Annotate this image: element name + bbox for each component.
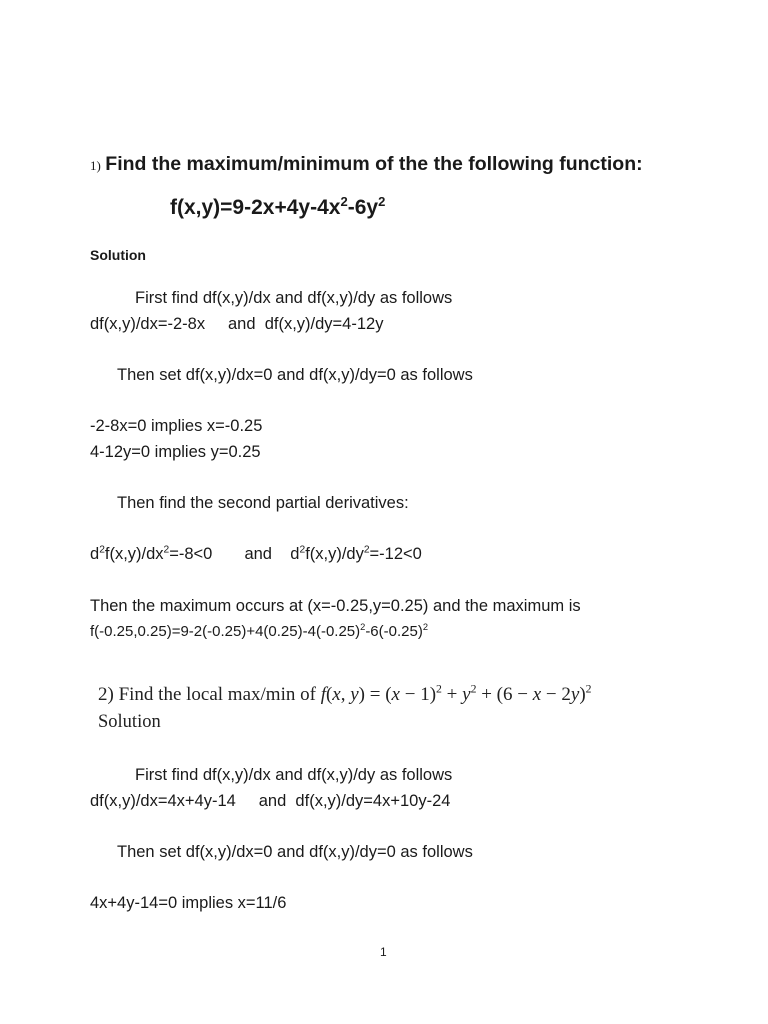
problem1-equation [170, 196, 385, 220]
equation-exponent: 2 [378, 194, 386, 209]
problem1-second-derivatives: $d^2f(x,y)/dx^2=-8<0$ and $d^2f(x,y)/dy^2=-12<0$ [90, 544, 422, 563]
problem2-solution-label: Solution [98, 712, 161, 732]
problem1-number: 1) [90, 158, 101, 173]
equation-part: f(x,y)=9-2x+4y-4x [170, 196, 341, 219]
problem1-step3: Then find the second partial derivatives: [117, 494, 409, 512]
problem2-step1-line1: First find df(x,y)/dx and df(x,y)/dy as follows [135, 766, 453, 784]
problem2-step2: Then set df(x,y)/dx=0 and df(x,y)/dy=0 as follows [117, 843, 473, 861]
problem2-heading-image [96, 680, 684, 740]
problem2-eq-x: 4x+4y-14=0 implies x=11/6 [90, 894, 287, 912]
problem1-eq-x: -2-8x=0 implies x=-0.25 [90, 417, 263, 435]
problem1-solution-label: Solution [90, 247, 146, 263]
problem1-step2: Then set df(x,y)/dx=0 and df(x,y)/dy=0 as follows [117, 366, 473, 384]
equation-part: -6y [347, 196, 379, 219]
problem2-heading: 2) Find the local max/min of f(x, $y) = (x - 1)^2 + y^2 + (6 - x - 2y)^2$ [98, 682, 592, 705]
problem1-max-line1: Then the maximum occurs at (x=-0.25,y=0.25) and the maximum is [90, 597, 581, 615]
problem1-heading [90, 153, 643, 176]
image-crop-edge [96, 734, 684, 740]
problem1-eq-y: 4-12y=0 implies y=0.25 [90, 443, 261, 461]
page-number: 1 [380, 945, 387, 959]
problem1-step1-line1: First find df(x,y)/dx and df(x,y)/dy as follows [135, 289, 453, 307]
problem1-max-line2: $f(-0.25,0.25)=9-2(-0.25)+4(0.25)-4(-0.25)^2-6(-0.25)^2$ [90, 622, 429, 640]
problem1-step1-line2: df(x,y)/dx=-2-8x and df(x,y)/dy=4-12y [90, 315, 384, 333]
equation-exponent: 2 [340, 194, 348, 209]
problem2-step1-line2: df(x,y)/dx=4x+4y-14 and df(x,y)/dy=4x+10y-24 [90, 792, 451, 810]
problem1-heading-text: Find the maximum/minimum of the the following function: [105, 153, 643, 175]
